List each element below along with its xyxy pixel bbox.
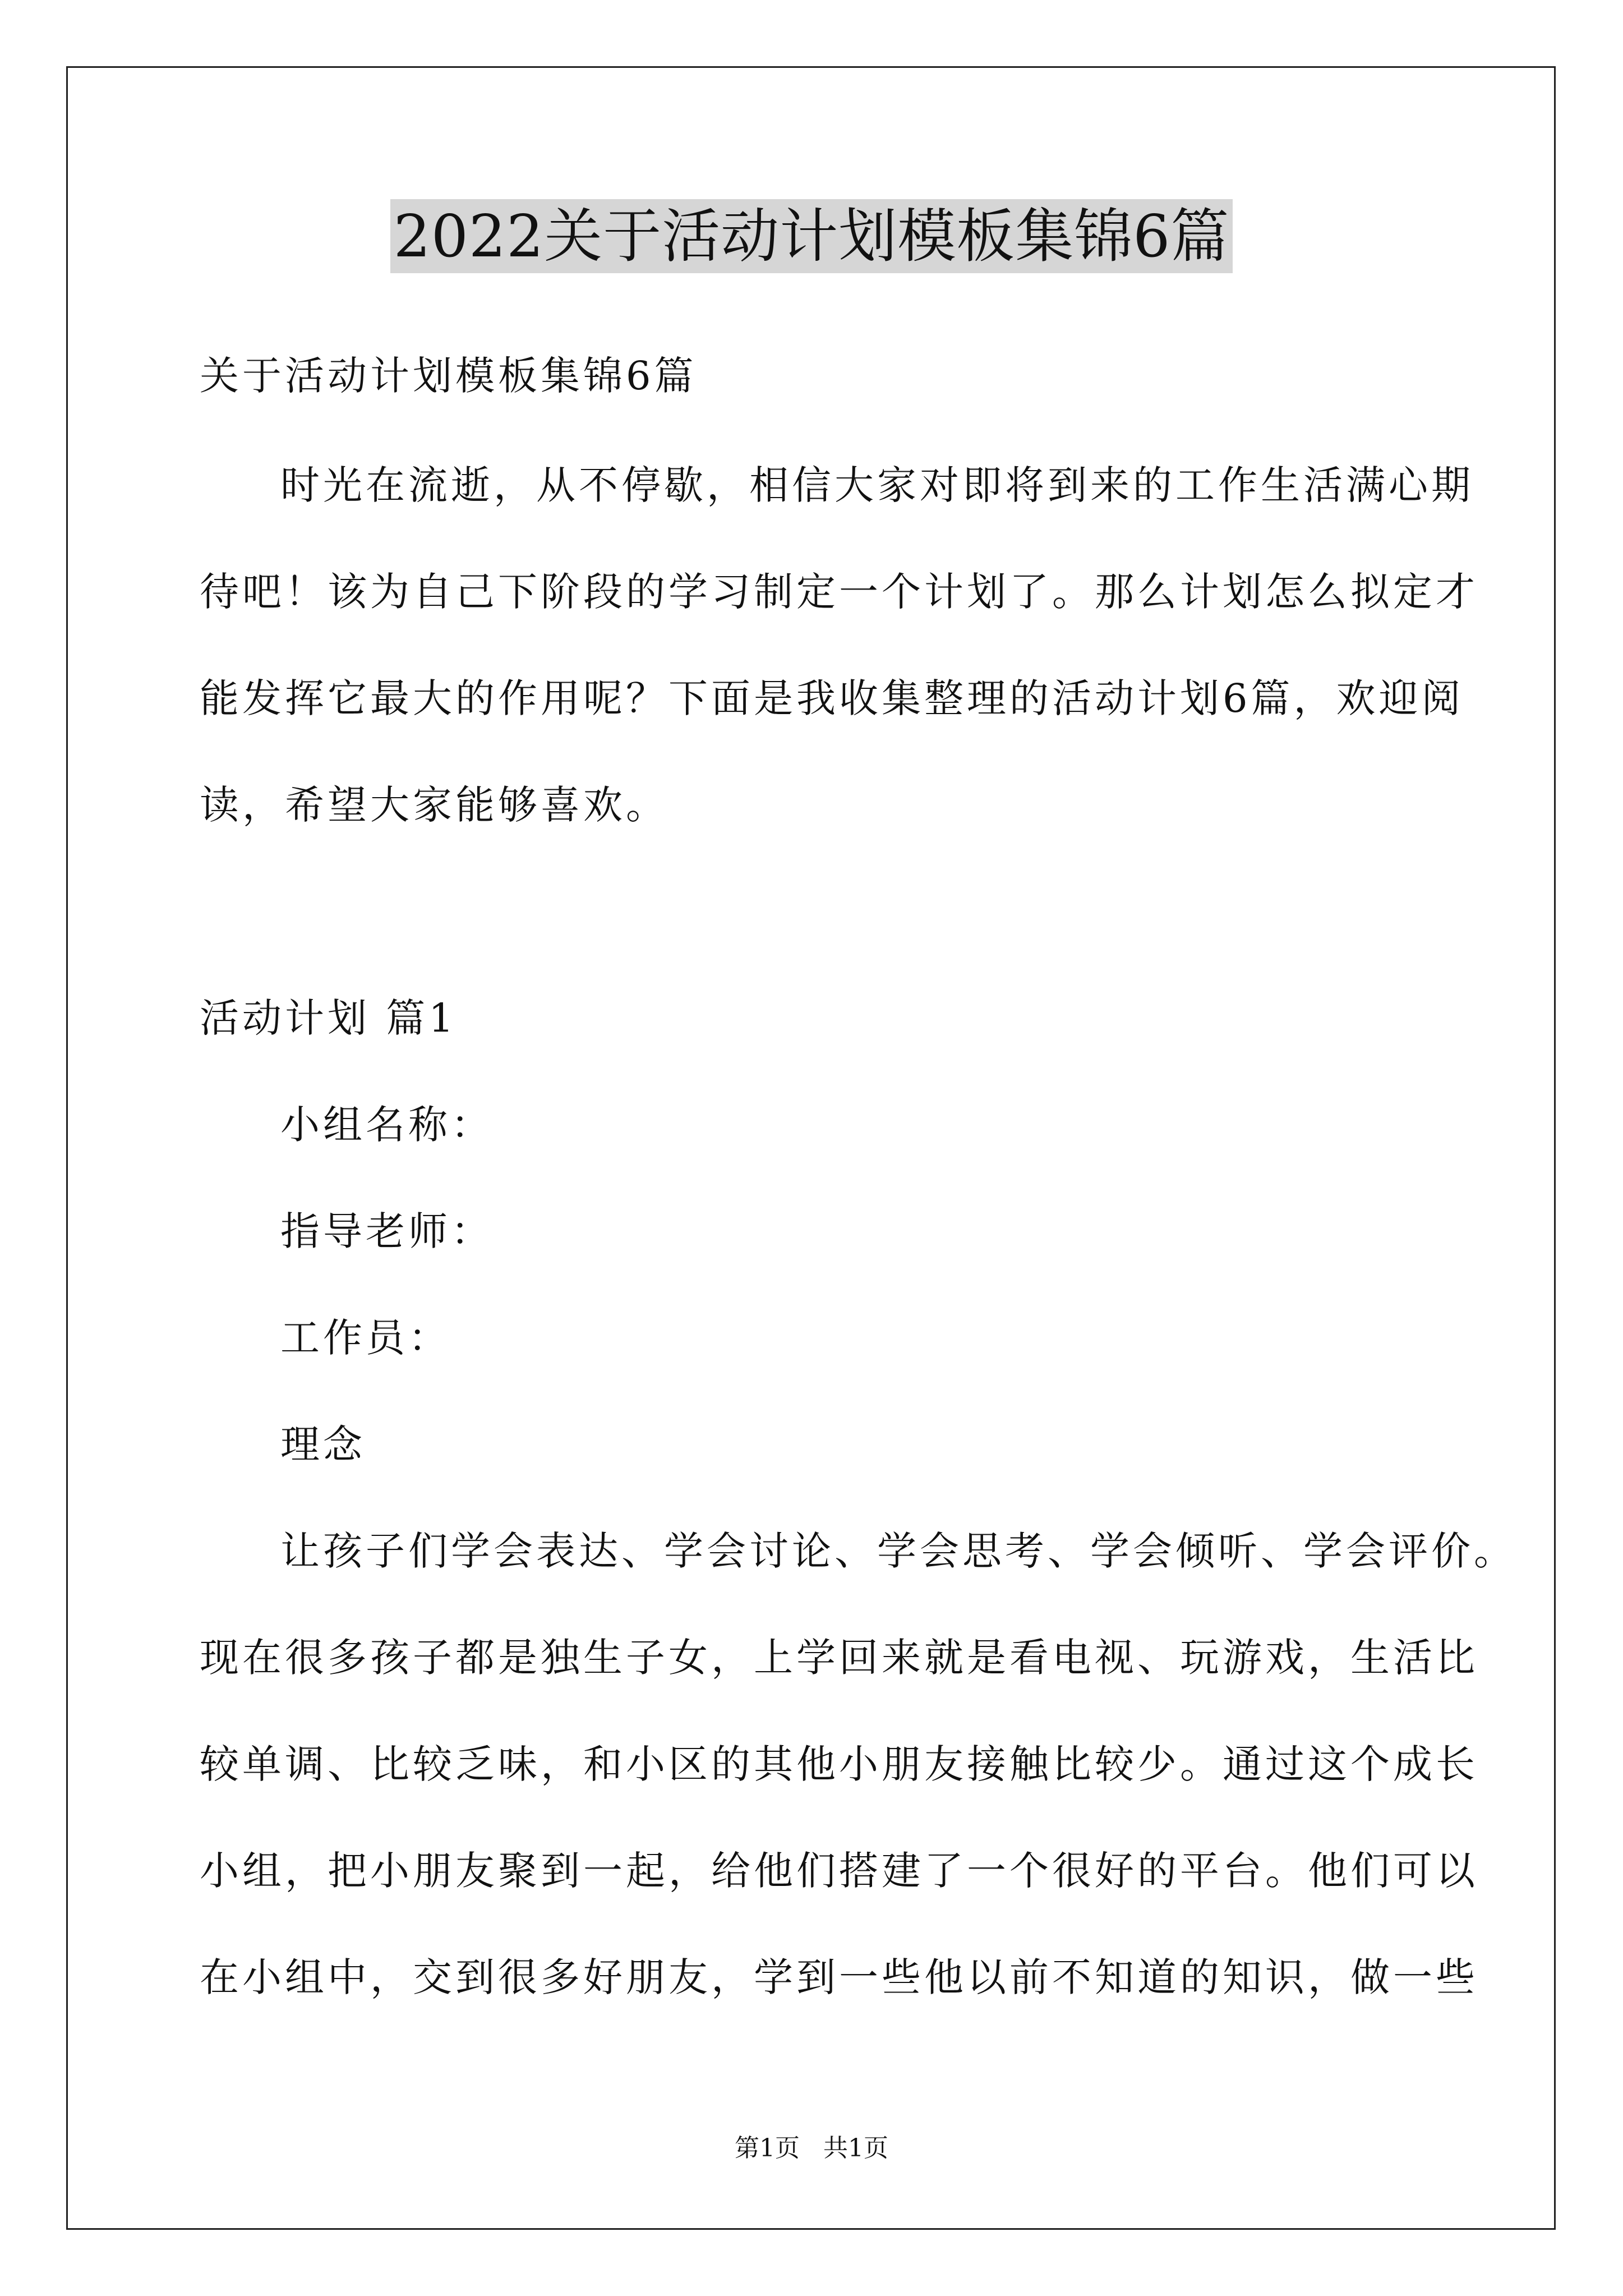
field-group-name: 小组名称： [280,1102,494,1148]
document-title: 2022关于活动计划模板集锦6篇 [390,199,1233,273]
body-line: 较单调、比较乏味，和小区的其他小朋友接触比较少。通过这个成长 [200,1741,1478,1787]
intro-line: 能发挥它最大的作用呢？下面是我收集整理的活动计划6篇，欢迎阅 [200,675,1464,721]
body-line: 小组，把小朋友聚到一起，给他们搭建了一个很好的平台。他们可以 [200,1848,1478,1894]
document-subtitle: 关于活动计划模板集锦6篇 [200,353,697,399]
intro-line: 待吧！该为自己下阶段的学习制定一个计划了。那么计划怎么拟定才 [200,569,1478,615]
body-line: 现在很多孩子都是独生子女，上学回来就是看电视、玩游戏，生活比 [200,1635,1478,1681]
section-heading: 活动计划 篇1 [200,995,457,1041]
intro-line: 时光在流逝，从不停歇，相信大家对即将到来的工作生活满心期 [280,462,1474,508]
field-advisor: 指导老师： [280,1208,494,1254]
body-line: 让孩子们学会表达、学会讨论、学会思考、学会倾听、学会评价。 [280,1528,1516,1574]
field-staff: 工作员： [280,1315,451,1361]
field-concept: 理念 [280,1421,366,1467]
title-container [0,199,1623,273]
page-footer: 第1页 共1页 [735,2134,888,2162]
intro-line: 读，希望大家能够喜欢。 [200,782,668,828]
body-line: 在小组中，交到很多好朋友，学到一些他以前不知道的知识，做一些 [200,1954,1478,2000]
